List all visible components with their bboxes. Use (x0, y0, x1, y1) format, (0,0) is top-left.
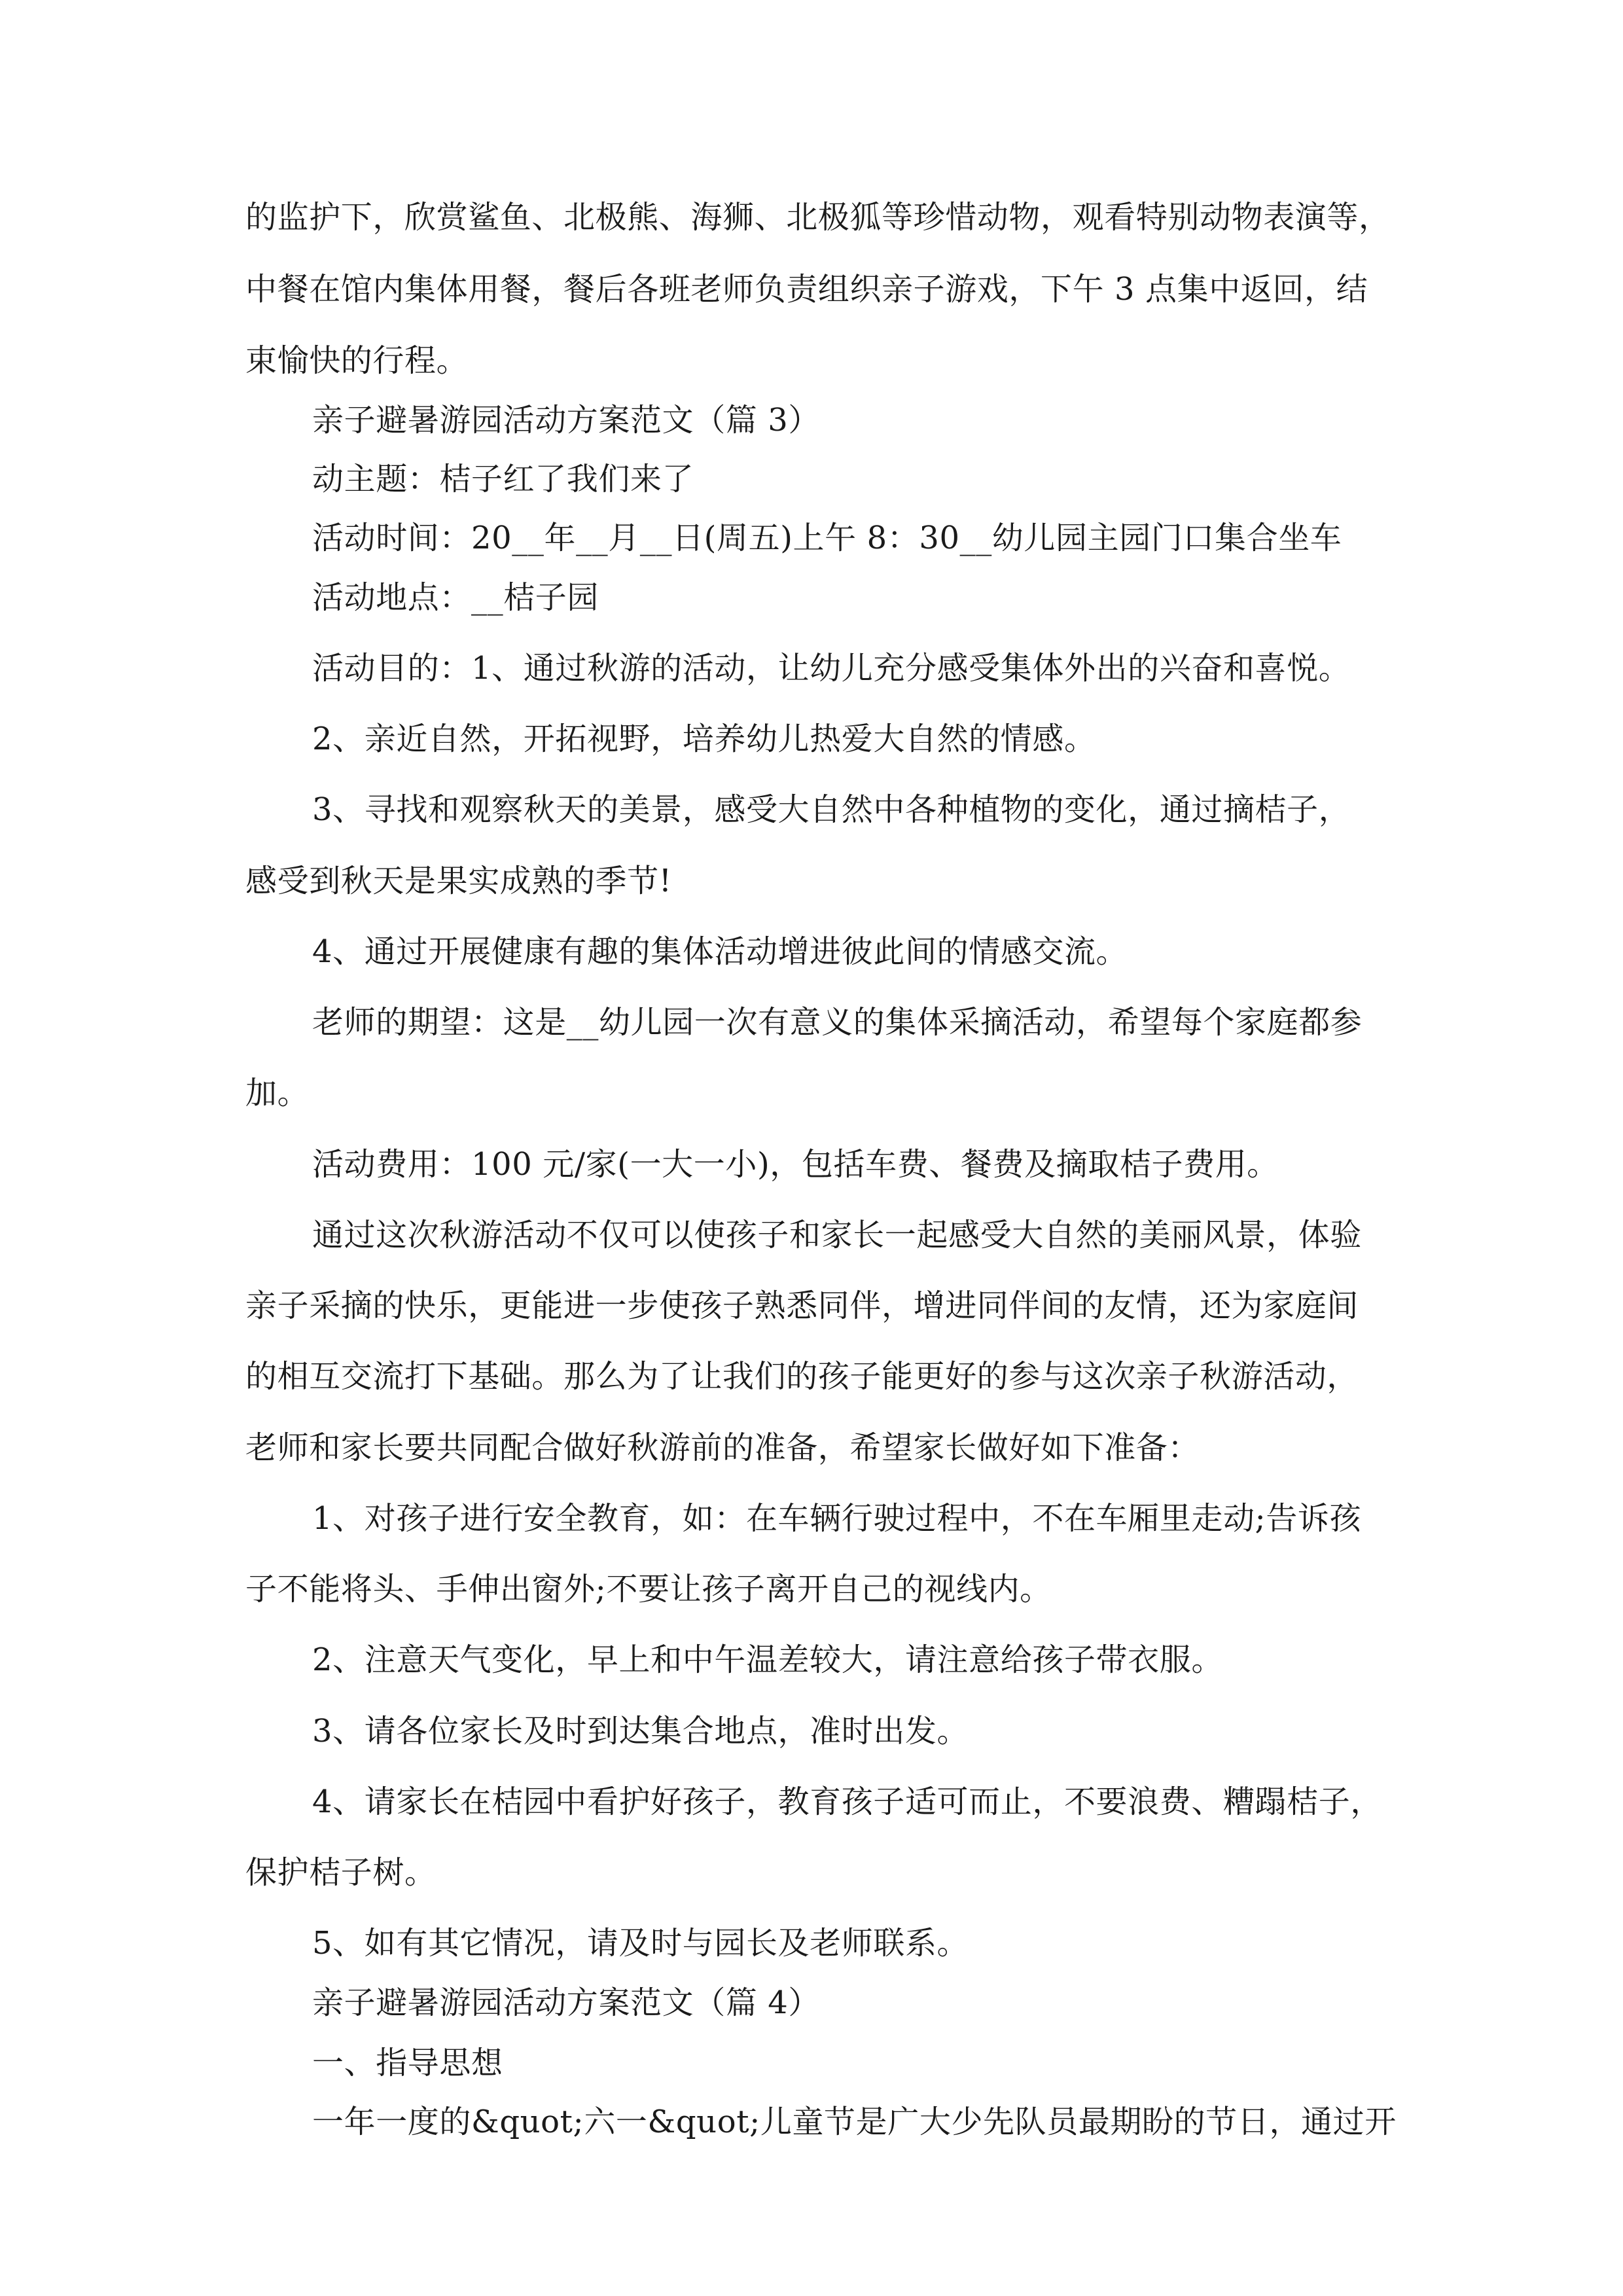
paragraph-line: 的相互交流打下基础。那么为了让我们的孩子能更好的参与这次亲子秋游活动， (245, 1358, 1359, 1395)
paragraph-line: 保护桔子树。 (245, 1854, 437, 1891)
section-heading: 亲子避暑游园活动方案范文（篇 4） (312, 1984, 820, 2021)
section-heading: 亲子避暑游园活动方案范文（篇 3） (312, 402, 820, 439)
paragraph-line: 2、亲近自然，开拓视野，培养幼儿热爱大自然的情感。 (312, 721, 1096, 757)
paragraph-line: 1、对孩子进行安全教育，如：在车辆行驶过程中，不在车厢里走动;告诉孩 (312, 1500, 1362, 1537)
paragraph-line: 通过这次秋游活动不仅可以使孩子和家长一起感受大自然的美丽风景，体验 (312, 1217, 1362, 1253)
paragraph-line: 活动时间：20__年__月__日(周五)上午 8：30__幼儿园主园门口集合坐车 (312, 520, 1342, 556)
paragraph-line: 动主题：桔子红了我们来了 (312, 461, 694, 497)
paragraph-line: 子不能将头、手伸出窗外;不要让孩子离开自己的视线内。 (245, 1571, 1052, 1607)
paragraph-line: 活动地点：__桔子园 (312, 579, 599, 616)
paragraph-line: 4、通过开展健康有趣的集体活动增进彼此间的情感交流。 (312, 933, 1128, 970)
paragraph-line: 4、请家长在桔园中看护好孩子，教育孩子适可而止，不要浪费、糟蹋桔子， (312, 1784, 1382, 1820)
paragraph-line: 中餐在馆内集体用餐，餐后各班老师负责组织亲子游戏，下午 3 点集中返回，结 (245, 271, 1368, 308)
paragraph-line: 加。 (245, 1075, 310, 1111)
subsection-heading: 一、指导思想 (312, 2045, 503, 2081)
paragraph-line: 一年一度的&quot;六一&quot;儿童节是广大少先队员最期盼的节日，通过开 (312, 2104, 1397, 2140)
paragraph-line: 老师和家长要共同配合做好秋游前的准备，希望家长做好如下准备： (245, 1429, 1200, 1466)
paragraph-line: 的监护下，欣赏鲨鱼、北极熊、海狮、北极狐等珍惜动物，观看特别动物表演等， (245, 199, 1391, 236)
paragraph-line: 老师的期望：这是__幼儿园一次有意义的集体采摘活动，希望每个家庭都参 (312, 1004, 1363, 1041)
paragraph-line: 3、请各位家长及时到达集合地点，准时出发。 (312, 1713, 969, 1749)
paragraph-line: 感受到秋天是果实成熟的季节! (245, 863, 672, 899)
paragraph-line: 2、注意天气变化，早上和中午温差较大，请注意给孩子带衣服。 (312, 1641, 1223, 1678)
paragraph-line: 活动目的：1、通过秋游的活动，让幼儿充分感受集体外出的兴奋和喜悦。 (312, 650, 1351, 687)
paragraph-line: 活动费用：100 元/家(一大一小)，包括车费、餐费及摘取桔子费用。 (312, 1146, 1279, 1183)
paragraph-line: 3、寻找和观察秋天的美景，感受大自然中各种植物的变化，通过摘桔子， (312, 791, 1351, 828)
paragraph-line: 束愉快的行程。 (245, 342, 469, 379)
paragraph-line: 亲子采摘的快乐，更能进一步使孩子熟悉同伴，增进同伴间的友情，还为家庭间 (245, 1287, 1359, 1324)
paragraph-line: 5、如有其它情况，请及时与园长及老师联系。 (312, 1925, 969, 1962)
